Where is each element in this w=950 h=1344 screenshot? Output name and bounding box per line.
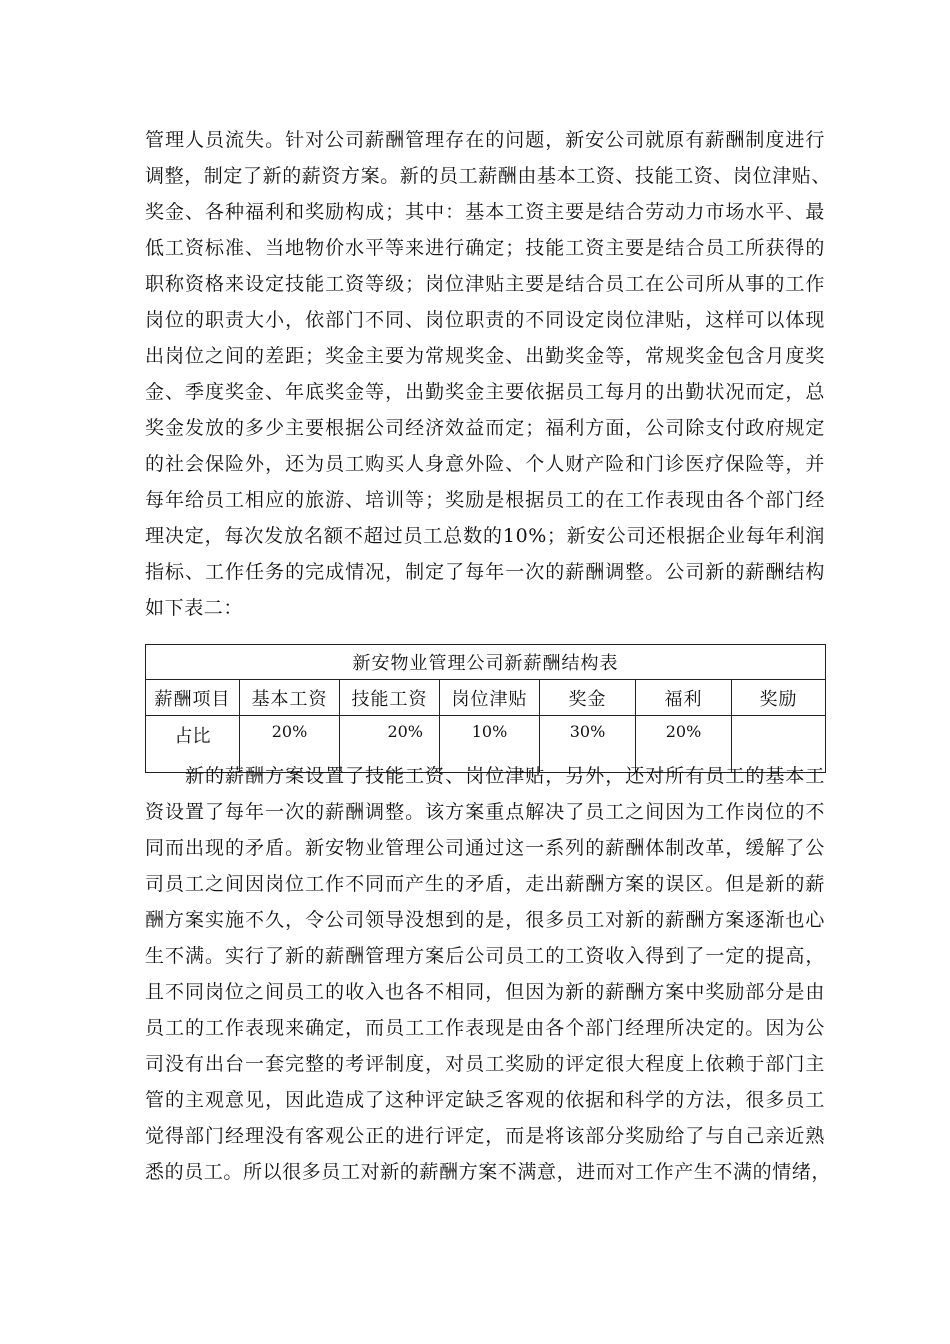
table-header-cell: 基本工资 <box>240 680 340 716</box>
text-line: 同而出现的矛盾。新安物业管理公司通过这一系列的薪酬体制改革，缓解了公 <box>145 837 825 859</box>
table-header-cell: 技能工资 <box>340 680 440 716</box>
salary-structure-table <box>145 644 826 773</box>
text-line: 的社会保险外，还为员工购买人身意外险、个人财产险和门诊医疗保险等，并 <box>145 453 825 475</box>
table-cell: 20% <box>240 716 340 773</box>
table-header-row <box>146 680 826 716</box>
text-line: 指标、工作任务的完成情况，制定了每年一次的薪酬调整。公司新的薪酬结构 <box>145 561 825 583</box>
table-header-cell: 薪酬项目 <box>146 680 240 716</box>
table-cell: 20% <box>636 716 732 773</box>
text-line: 职称资格来设定技能工资等级；岗位津贴主要是结合员工在公司所从事的工作 <box>145 273 825 295</box>
table-cell: 10% <box>440 716 540 773</box>
text-line: 岗位的职责大小，依部门不同、岗位职责的不同设定岗位津贴，这样可以体现 <box>145 309 825 331</box>
table-row-label: 占比 <box>146 716 240 773</box>
text-line: 且不同岗位之间员工的收入也各不相同，但因为新的薪酬方案中奖励部分是由 <box>145 981 825 1003</box>
text-line: 新的薪酬方案设置了技能工资、岗位津贴，另外，还对所有员工的基本工 <box>145 765 825 787</box>
table-header-cell: 岗位津贴 <box>440 680 540 716</box>
text-line: 金、季度奖金、年底奖金等，出勤奖金主要依据员工每月的出勤状况而定，总 <box>145 381 825 403</box>
table-header-cell: 福利 <box>636 680 732 716</box>
table-cell: 30% <box>540 716 636 773</box>
text-line: 理决定，每次发放名额不超过员工总数的10%；新安公司还根据企业每年利润 <box>145 525 825 547</box>
text-line: 出岗位之间的差距；奖金主要为常规奖金、出勤奖金等，常规奖金包含月度奖 <box>145 345 825 367</box>
text-line: 悉的员工。所以很多员工对新的薪酬方案不满意，进而对工作产生不满的情绪， <box>145 1161 832 1183</box>
table-header-cell: 奖金 <box>540 680 636 716</box>
text-line: 员工的工作表现来确定，而员工工作表现是由各个部门经理所决定的。因为公 <box>145 1017 825 1039</box>
text-line: 每年给员工相应的旅游、培训等；奖励是根据员工的在工作表现由各个部门经 <box>145 489 825 511</box>
text-line: 酬方案实施不久，令公司领导没想到的是，很多员工对新的薪酬方案逐渐也心 <box>145 909 825 931</box>
text-line: 管理人员流失。针对公司薪酬管理存在的问题，新安公司就原有薪酬制度进行 <box>145 129 825 151</box>
text-line: 觉得部门经理没有客观公正的进行评定，而是将该部分奖励给了与自己亲近熟 <box>145 1125 825 1147</box>
text-line: 资设置了每年一次的薪酬调整。该方案重点解决了员工之间因为工作岗位的不 <box>145 801 825 823</box>
text-line: 管的主观意见，因此造成了这种评定缺乏客观的依据和科学的方法，很多员工 <box>145 1089 825 1111</box>
table-title: 新安物业管理公司新薪酬结构表 <box>146 645 826 680</box>
table-title-row <box>146 645 826 680</box>
text-line: 奖金、各种福利和奖励构成；其中：基本工资主要是结合劳动力市场水平、最 <box>145 201 825 223</box>
text-line: 调整，制定了新的薪资方案。新的员工薪酬由基本工资、技能工资、岗位津贴、 <box>145 165 832 187</box>
text-line: 如下表二： <box>145 597 244 619</box>
table-header-cell: 奖励 <box>732 680 826 716</box>
text-line: 低工资标准、当地物价水平等来进行确定；技能工资主要是结合员工所获得的 <box>145 237 825 259</box>
table-cell: 20% <box>340 716 440 773</box>
paragraph-salary-problems <box>145 758 832 1190</box>
text-line: 司员工之间因岗位工作不同而产生的矛盾，走出薪酬方案的误区。但是新的薪 <box>145 873 825 895</box>
text-line: 司没有出台一套完整的考评制度，对员工奖励的评定很大程度上依赖于部门主 <box>145 1053 825 1075</box>
text-line: 生不满。实行了新的薪酬管理方案后公司员工的工资收入得到了一定的提高， <box>145 945 825 967</box>
text-line: 奖金发放的多少主要根据公司经济效益而定；福利方面，公司除支付政府规定 <box>145 417 825 439</box>
paragraph-salary-plan <box>145 122 832 626</box>
